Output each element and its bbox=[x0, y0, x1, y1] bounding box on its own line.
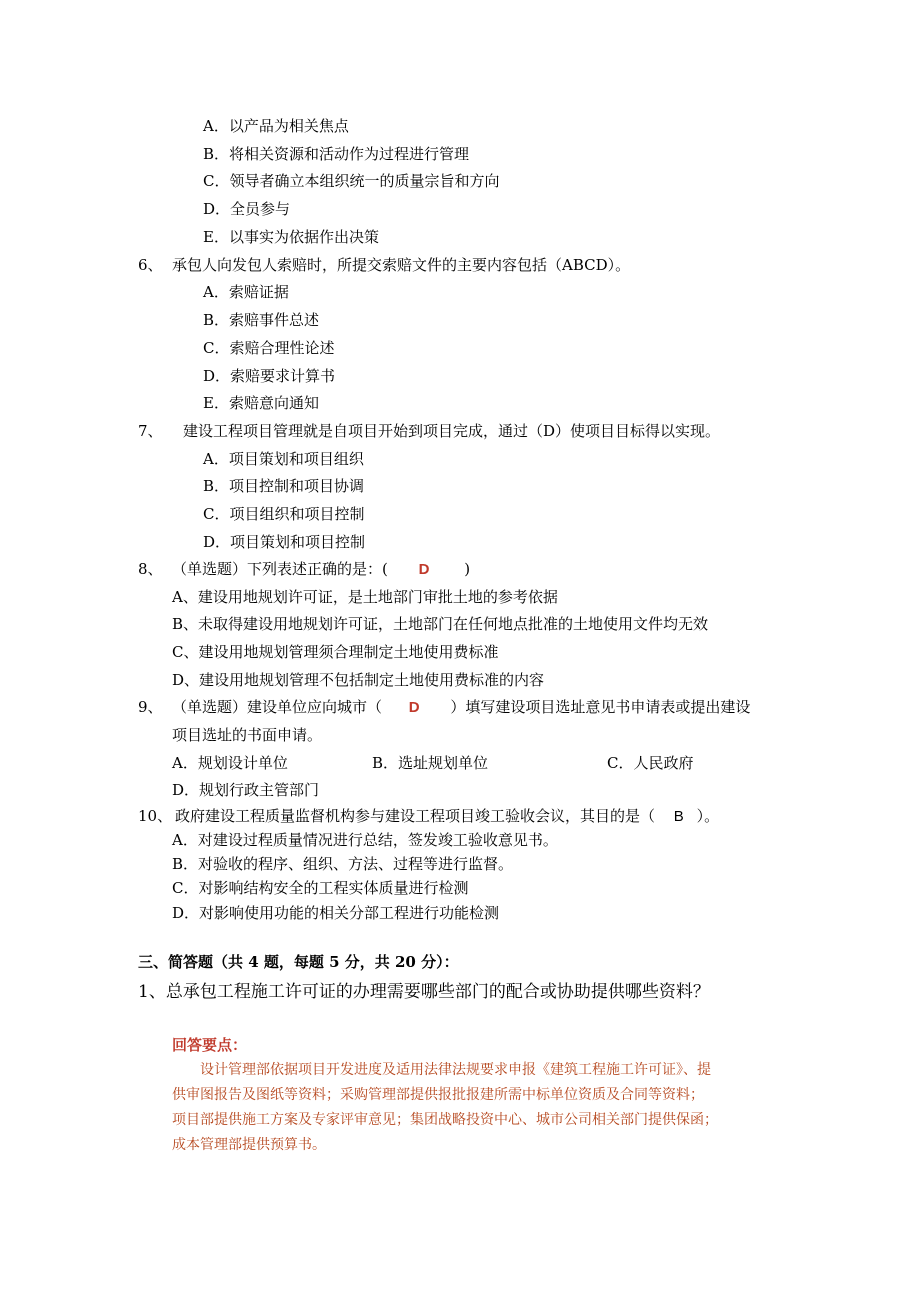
q7-option-c: C．项目组织和项目控制 bbox=[203, 505, 365, 523]
q9-option-a: A．规划设计单位 bbox=[172, 754, 288, 772]
q10-text-before: 政府建设工程质量监督机构参与建设工程项目竣工验收会议，其目的是（ bbox=[175, 807, 656, 825]
q10-option-a: A．对建设过程质量情况进行总结，签发竣工验收意见书。 bbox=[172, 831, 558, 849]
q8-option-d: D、建设用地规划管理不包括制定土地使用费标准的内容 bbox=[172, 671, 545, 689]
q8-option-c: C、建设用地规划管理须合理制定土地使用费标准 bbox=[172, 643, 499, 661]
q5-option-b: B．将相关资源和活动作为过程进行管理 bbox=[203, 145, 470, 163]
answer-line-4: 成本管理部提供预算书。 bbox=[172, 1137, 326, 1153]
section3-title: 三、简答题（共 4 题，每题 5 分，共 20 分）： bbox=[138, 953, 459, 971]
q6-option-a: A．索赔证据 bbox=[203, 283, 289, 301]
q7-number: 7、 bbox=[138, 422, 163, 440]
q8-question bbox=[172, 559, 470, 580]
q9-option-b: B．选址规划单位 bbox=[372, 754, 489, 772]
q8-answer: D bbox=[418, 561, 430, 578]
q5-option-e: E．以事实为依据作出决策 bbox=[203, 228, 379, 246]
q9-answer: D bbox=[408, 699, 420, 716]
q9-text-before: （单选题）建设单位应向城市（ bbox=[172, 698, 383, 716]
answer-line-3: 项目部提供施工方案及专家评审意见；集团战略投资中心、城市公司相关部门提供保函； bbox=[172, 1112, 718, 1128]
q9-number: 9、 bbox=[138, 698, 163, 716]
q6-number: 6、 bbox=[138, 256, 163, 274]
q6-text: 承包人向发包人索赔时，所提交索赔文件的主要内容包括（ABCD）。 bbox=[172, 256, 631, 274]
answer-line-2: 供审图报告及图纸等资料；采购管理部提供报批报建所需中标单位资质及合同等资料； bbox=[172, 1087, 704, 1103]
q5-option-d: D．全员参与 bbox=[203, 200, 291, 218]
q7-text: 建设工程项目管理就是自项目开始到项目完成，通过（D）使项目目标得以实现。 bbox=[183, 422, 721, 440]
q8-option-b: B、未取得建设用地规划许可证，土地部门在任何地点批准的土地使用文件均无效 bbox=[172, 615, 709, 633]
q7-option-d: D．项目策划和项目控制 bbox=[203, 533, 366, 551]
q9-question bbox=[172, 697, 750, 718]
q8-text-after: ) bbox=[464, 560, 471, 578]
q10-question bbox=[175, 806, 719, 827]
q8-option-a: A、建设用地规划许可证，是土地部门审批土地的参考依据 bbox=[172, 588, 558, 606]
q10-text-after: ）。 bbox=[696, 807, 720, 825]
q10-option-b: B．对验收的程序、组织、方法、过程等进行监督。 bbox=[172, 855, 514, 873]
q6-option-e: E．索赔意向通知 bbox=[203, 394, 319, 412]
q5-option-a: A．以产品为相关焦点 bbox=[203, 117, 349, 135]
q10-option-d: D．对影响使用功能的相关分部工程进行功能检测 bbox=[172, 904, 500, 922]
section3-question-1: 1、总承包工程施工许可证的办理需要哪些部门的配合或协助提供哪些资料？ bbox=[138, 982, 710, 1002]
answer-title: 回答要点： bbox=[172, 1036, 248, 1054]
q5-option-c: C．领导者确立本组织统一的质量宗旨和方向 bbox=[203, 172, 500, 190]
q9-text-line2: 项目选址的书面申请。 bbox=[172, 726, 323, 744]
q6-option-b: B．索赔事件总述 bbox=[203, 311, 320, 329]
q9-option-d: D．规划行政主管部门 bbox=[172, 781, 320, 799]
q7-option-b: B．项目控制和项目协调 bbox=[203, 477, 365, 495]
answer-line-1: 设计管理部依据项目开发进度及适用法律法规要求申报《建筑工程施工许可证》、提 bbox=[200, 1062, 711, 1078]
q10-option-c: C．对影响结构安全的工程实体质量进行检测 bbox=[172, 879, 469, 897]
q9-option-c: C．人民政府 bbox=[607, 754, 694, 772]
q6-option-c: C．索赔合理性论述 bbox=[203, 339, 335, 357]
q6-option-d: D．索赔要求计算书 bbox=[203, 367, 336, 385]
q9-text-after: ）填写建设项目选址意见书申请表或提出建设 bbox=[450, 698, 751, 716]
q10-number: 10、 bbox=[138, 807, 173, 825]
q10-answer: B bbox=[673, 808, 684, 825]
q8-number: 8、 bbox=[138, 560, 163, 578]
q8-text-before: （单选题）下列表述正确的是：( bbox=[172, 560, 388, 578]
q7-option-a: A．项目策划和项目组织 bbox=[203, 450, 364, 468]
